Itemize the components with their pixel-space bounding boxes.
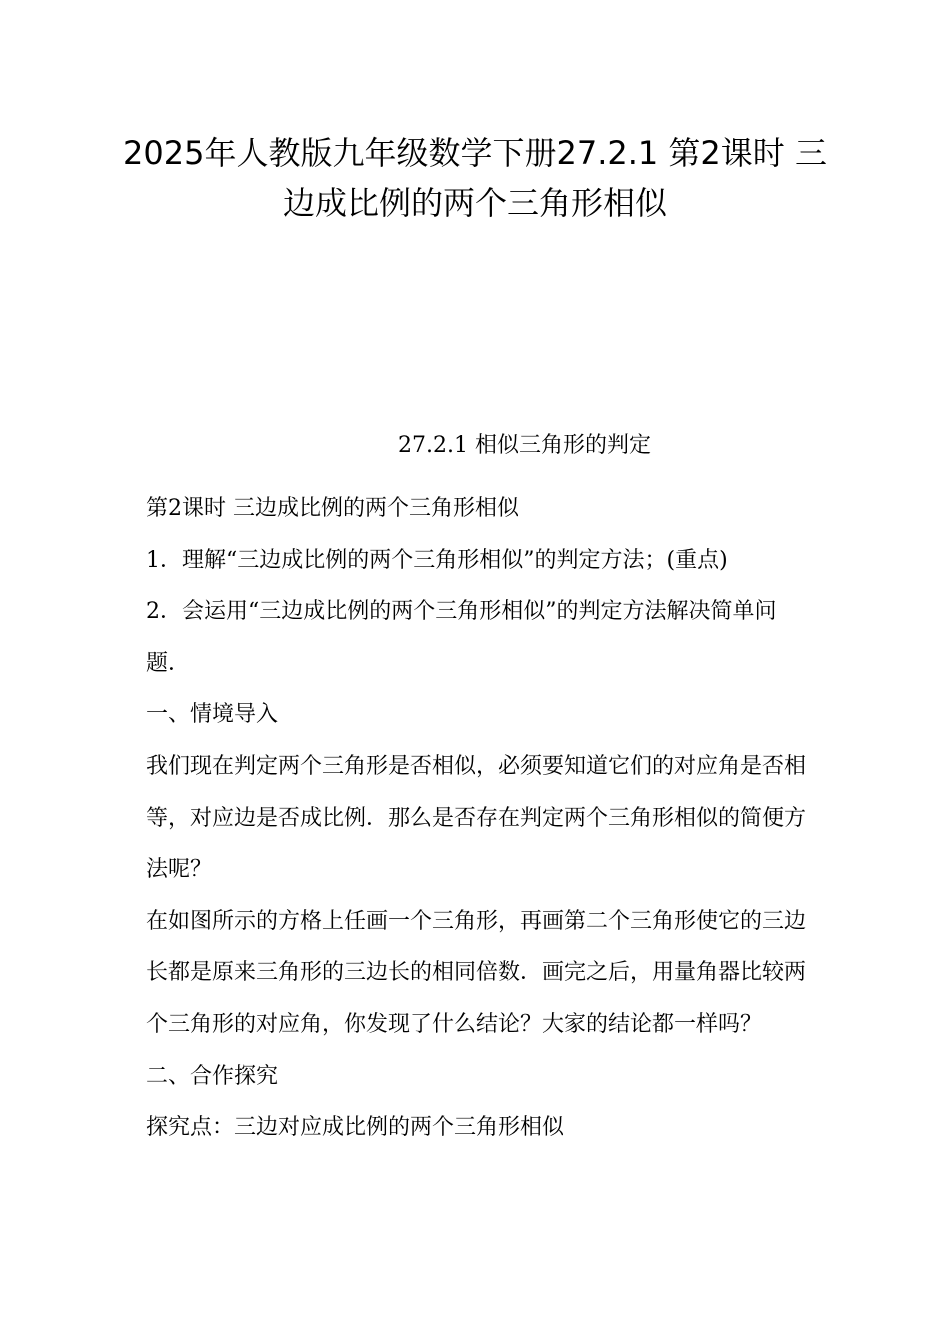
part-heading-explore: 二、合作探究 xyxy=(146,1063,279,1089)
lesson-subtitle: 第2课时 三边成比例的两个三角形相似 xyxy=(146,496,519,521)
objective-2: 2．会运用“三边成比例的两个三角形相似”的判定方法解决简单问题． xyxy=(146,599,777,676)
activity-paragraph: 在如图所示的方格上任画一个三角形，再画第二个三角形使它的三边长都是原来三角形的三边长的相同倍数．画完之后，用量角器比较两个三角形的对应角，你发现了什么结论？大家的结论都一样吗？ xyxy=(146,908,807,1037)
objective-1: 1．理解“三边成比例的两个三角形相似”的判定方法；(重点) xyxy=(146,547,728,573)
explore-point: 探究点：三边对应成比例的两个三角形相似 xyxy=(146,1115,565,1141)
document-title: 2025年人教版九年级数学下册27.2.1 第2课时 三边成比例的两个三角形相似 xyxy=(123,134,827,222)
intro-paragraph: 我们现在判定两个三角形是否相似，必须要知道它们的对应角是否相等，对应边是否成比例．那么是否存在判定两个三角形相似的简便方法呢？ xyxy=(146,753,807,883)
section-heading: 27.2.1 相似三角形的判定 xyxy=(398,433,651,458)
part-heading-intro: 一、情境导入 xyxy=(146,702,279,728)
document-body xyxy=(146,483,810,1154)
